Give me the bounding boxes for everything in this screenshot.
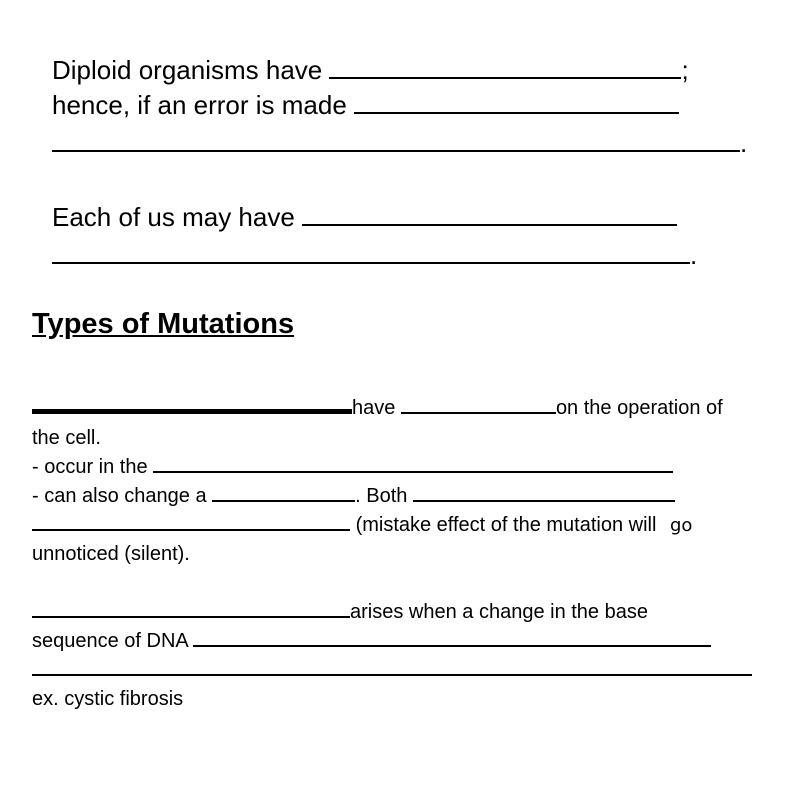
s2-line-3 (32, 658, 752, 682)
text: Each of us may have (52, 202, 295, 232)
blank (32, 673, 752, 676)
text: - can also change a (32, 485, 207, 507)
intro-line-5 (52, 240, 697, 270)
intro-line-2 (52, 90, 679, 120)
text: arises when a change in the base (350, 601, 648, 623)
s2-line-2 (32, 629, 711, 653)
blank (52, 149, 740, 152)
blank (153, 470, 673, 473)
blank (413, 499, 675, 502)
blank (354, 111, 679, 114)
intro-line-4 (52, 202, 677, 232)
blank (32, 408, 352, 414)
text: have (352, 397, 396, 419)
s2-line-1 (32, 600, 648, 624)
text: (mistake effect of the mutation will (355, 514, 657, 536)
s2-line-4: ex. cystic fibrosis (32, 688, 184, 710)
s1-line-3 (32, 455, 673, 479)
blank (401, 411, 556, 414)
blank (302, 223, 677, 226)
blank (32, 528, 350, 531)
text: sequence of DNA (32, 630, 188, 652)
s1-line-6: unnoticed (silent). (32, 543, 190, 565)
s1-line-4 (32, 484, 675, 508)
text: go (670, 515, 693, 536)
text: - occur in the (32, 456, 148, 478)
blank (212, 499, 355, 502)
s1-line-5 (32, 513, 692, 538)
blank (32, 615, 350, 618)
blank (329, 76, 681, 79)
intro-line-1 (52, 55, 689, 85)
text: . (740, 128, 748, 158)
s1-line-2: the cell. (32, 427, 101, 449)
blank (193, 644, 711, 647)
text: ; (681, 55, 689, 85)
text: . (690, 240, 698, 270)
s1-line-1 (32, 396, 723, 420)
intro-line-3 (52, 128, 747, 158)
blank (52, 261, 690, 264)
section-title: Types of Mutations (32, 308, 295, 340)
text: on the operation of (555, 397, 723, 419)
text: Diploid organisms have (52, 55, 323, 85)
text: hence, if an error is made (52, 90, 347, 120)
text: . Both (355, 485, 408, 507)
